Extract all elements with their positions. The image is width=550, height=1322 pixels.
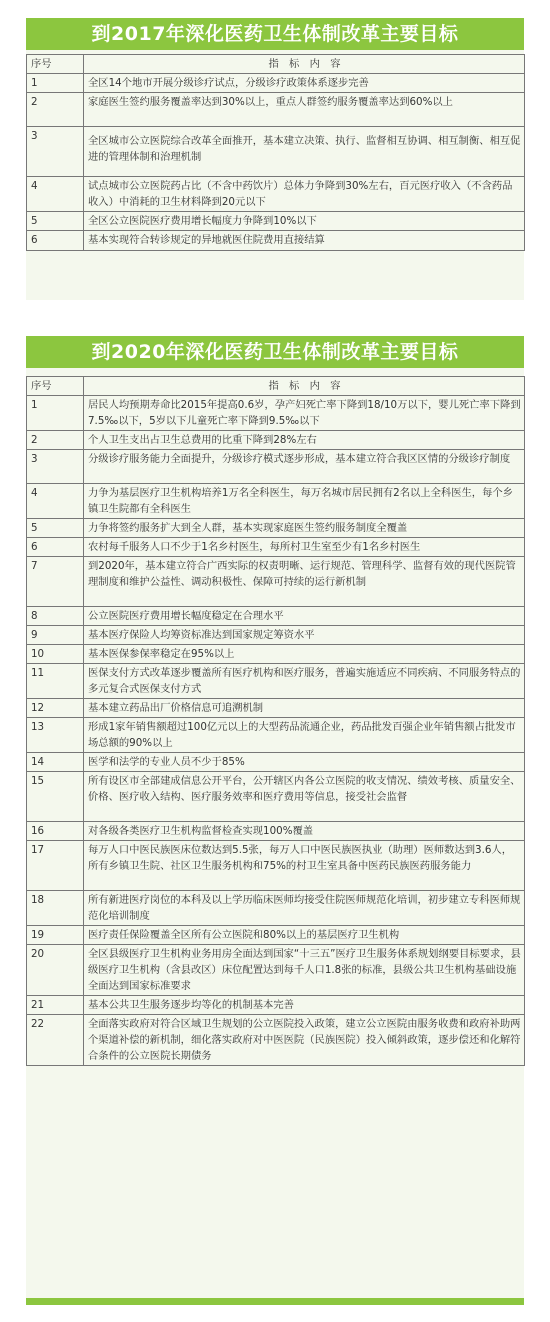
table-row bbox=[27, 93, 525, 127]
row-no: 8 bbox=[27, 607, 84, 626]
row-no: 20 bbox=[27, 945, 84, 996]
row-text: 公立医院医疗费用增长幅度稳定在合理水平 bbox=[84, 607, 525, 626]
row-no: 4 bbox=[27, 484, 84, 519]
table-row bbox=[27, 538, 525, 557]
table-row bbox=[27, 519, 525, 538]
row-no: 17 bbox=[27, 841, 84, 891]
table-row bbox=[27, 664, 525, 699]
table-panel-2020 bbox=[26, 336, 524, 1305]
header-content: 指 标 内 容 bbox=[84, 377, 525, 396]
row-text: 基本医保参保率稳定在95%以上 bbox=[84, 645, 525, 664]
row-no: 19 bbox=[27, 926, 84, 945]
row-text: 全区城市公立医院综合改革全面推开，基本建立决策、执行、监督相互协调、相互制衡、相互促进的管理体制和治理机制 bbox=[84, 127, 525, 177]
table-row bbox=[27, 127, 525, 177]
header-no: 序号 bbox=[27, 55, 84, 74]
row-no: 9 bbox=[27, 626, 84, 645]
table-row bbox=[27, 626, 525, 645]
row-text: 农村每千服务人口不少于1名乡村医生，每所村卫生室至少有1名乡村医生 bbox=[84, 538, 525, 557]
table-row bbox=[27, 450, 525, 484]
row-no: 16 bbox=[27, 822, 84, 841]
goals-table-2017 bbox=[26, 54, 525, 251]
row-no: 6 bbox=[27, 538, 84, 557]
table-row bbox=[27, 891, 525, 926]
table-row bbox=[27, 1015, 525, 1066]
row-no: 12 bbox=[27, 699, 84, 718]
row-text: 全面落实政府对符合区域卫生规划的公立医院投入政策，建立公立医院由服务收费和政府补助两个渠道补偿的新机制，细化落实政府对中医医院（民族医院）投入倾斜政策，逐步偿还和化解符合条件的公立医院长期债务 bbox=[84, 1015, 525, 1066]
row-no: 11 bbox=[27, 664, 84, 699]
table-row bbox=[27, 945, 525, 996]
row-no: 14 bbox=[27, 753, 84, 772]
table-panel-2017 bbox=[26, 18, 524, 300]
row-no: 6 bbox=[27, 231, 84, 251]
header-content: 指 标 内 容 bbox=[84, 55, 525, 74]
row-text: 全区14个地市开展分级诊疗试点，分级诊疗政策体系逐步完善 bbox=[84, 74, 525, 93]
row-no: 3 bbox=[27, 450, 84, 484]
row-text: 全区公立医院医疗费用增长幅度力争降到10%以下 bbox=[84, 212, 525, 231]
table-title-2020: 到2020年深化医药卫生体制改革主要目标 bbox=[26, 336, 524, 368]
table-row bbox=[27, 484, 525, 519]
row-text: 所有设区市全部建成信息公开平台，公开辖区内各公立医院的收支情况、绩效考核、质量安全、价格、医疗收入结构、医疗服务效率和医疗费用等信息，接受社会监督 bbox=[84, 772, 525, 822]
row-text: 家庭医生签约服务覆盖率达到30%以上，重点人群签约服务覆盖率达到60%以上 bbox=[84, 93, 525, 127]
goals-table-2020 bbox=[26, 376, 525, 1066]
row-no: 21 bbox=[27, 996, 84, 1015]
table-row bbox=[27, 718, 525, 753]
table-row bbox=[27, 396, 525, 431]
table-row bbox=[27, 607, 525, 626]
row-text: 居民人均预期寿命比2015年提高0.6岁，孕产妇死亡率下降到18/10万以下，婴儿死亡率下降到7.5‰以下，5岁以下儿童死亡率下降到9.5‰以下 bbox=[84, 396, 525, 431]
row-text: 基本公共卫生服务逐步均等化的机制基本完善 bbox=[84, 996, 525, 1015]
row-text: 全区县级医疗卫生机构业务用房全面达到国家“十三五”医疗卫生服务体系规划纲要目标要求，县级医疗卫生机构（含县改区）床位配置达到每千人口1.8张的标准，县级公共卫生机构基础设施全面达到国家标准要求 bbox=[84, 945, 525, 996]
table-row bbox=[27, 772, 525, 822]
row-no: 15 bbox=[27, 772, 84, 822]
table-row bbox=[27, 841, 525, 891]
table-row bbox=[27, 996, 525, 1015]
row-text: 试点城市公立医院药占比（不含中药饮片）总体力争降到30%左右，百元医疗收入（不含药品收入）中消耗的卫生材料降到20元以下 bbox=[84, 177, 525, 212]
bottom-accent-bar bbox=[26, 1298, 524, 1305]
row-text: 形成1家年销售额超过100亿元以上的大型药品流通企业，药品批发百强企业年销售额占批发市场总额的90%以上 bbox=[84, 718, 525, 753]
row-no: 4 bbox=[27, 177, 84, 212]
row-no: 13 bbox=[27, 718, 84, 753]
row-text: 对各级各类医疗卫生机构监督检查实现100%覆盖 bbox=[84, 822, 525, 841]
table-row bbox=[27, 753, 525, 772]
table-row bbox=[27, 822, 525, 841]
row-text: 基本实现符合转诊规定的异地就医住院费用直接结算 bbox=[84, 231, 525, 251]
row-no: 1 bbox=[27, 396, 84, 431]
row-no: 5 bbox=[27, 519, 84, 538]
row-no: 10 bbox=[27, 645, 84, 664]
table-row bbox=[27, 645, 525, 664]
table-header-row bbox=[27, 377, 525, 396]
table-row bbox=[27, 212, 525, 231]
row-no: 1 bbox=[27, 74, 84, 93]
table-row bbox=[27, 177, 525, 212]
row-no: 7 bbox=[27, 557, 84, 607]
table-row bbox=[27, 231, 525, 251]
table-header-row bbox=[27, 55, 525, 74]
row-text: 每万人口中医民族医床位数达到5.5张，每万人口中医民族医执业（助理）医师数达到3.6人，所有乡镇卫生院、社区卫生服务机构和75%的村卫生室具备中医药民族医药服务能力 bbox=[84, 841, 525, 891]
row-no: 2 bbox=[27, 431, 84, 450]
row-no: 18 bbox=[27, 891, 84, 926]
table-row bbox=[27, 557, 525, 607]
table-title-2017: 到2017年深化医药卫生体制改革主要目标 bbox=[26, 18, 524, 50]
table-row bbox=[27, 74, 525, 93]
header-no: 序号 bbox=[27, 377, 84, 396]
row-text: 分级诊疗服务能力全面提升，分级诊疗模式逐步形成，基本建立符合我区区情的分级诊疗制度 bbox=[84, 450, 525, 484]
row-text: 医学和法学的专业人员不少于85% bbox=[84, 753, 525, 772]
table-row bbox=[27, 926, 525, 945]
row-no: 22 bbox=[27, 1015, 84, 1066]
table-row bbox=[27, 431, 525, 450]
row-no: 2 bbox=[27, 93, 84, 127]
row-text: 个人卫生支出占卫生总费用的比重下降到28%左右 bbox=[84, 431, 525, 450]
table-row bbox=[27, 699, 525, 718]
row-text: 到2020年，基本建立符合广西实际的权责明晰、运行规范、管理科学、监督有效的现代医院管理制度和维护公益性、调动积极性、保障可持续的运行新机制 bbox=[84, 557, 525, 607]
row-no: 3 bbox=[27, 127, 84, 177]
row-text: 医保支付方式改革逐步覆盖所有医疗机构和医疗服务，普遍实施适应不同疾病、不同服务特点的多元复合式医保支付方式 bbox=[84, 664, 525, 699]
row-text: 力争将签约服务扩大到全人群，基本实现家庭医生签约服务制度全覆盖 bbox=[84, 519, 525, 538]
row-text: 所有新进医疗岗位的本科及以上学历临床医师均接受住院医师规范化培训，初步建立专科医师规范化培训制度 bbox=[84, 891, 525, 926]
row-no: 5 bbox=[27, 212, 84, 231]
row-text: 力争为基层医疗卫生机构培养1万名全科医生，每万名城市居民拥有2名以上全科医生，每个乡镇卫生院都有全科医生 bbox=[84, 484, 525, 519]
row-text: 基本医疗保险人均筹资标准达到国家规定筹资水平 bbox=[84, 626, 525, 645]
row-text: 医疗责任保险覆盖全区所有公立医院和80%以上的基层医疗卫生机构 bbox=[84, 926, 525, 945]
row-text: 基本建立药品出厂价格信息可追溯机制 bbox=[84, 699, 525, 718]
